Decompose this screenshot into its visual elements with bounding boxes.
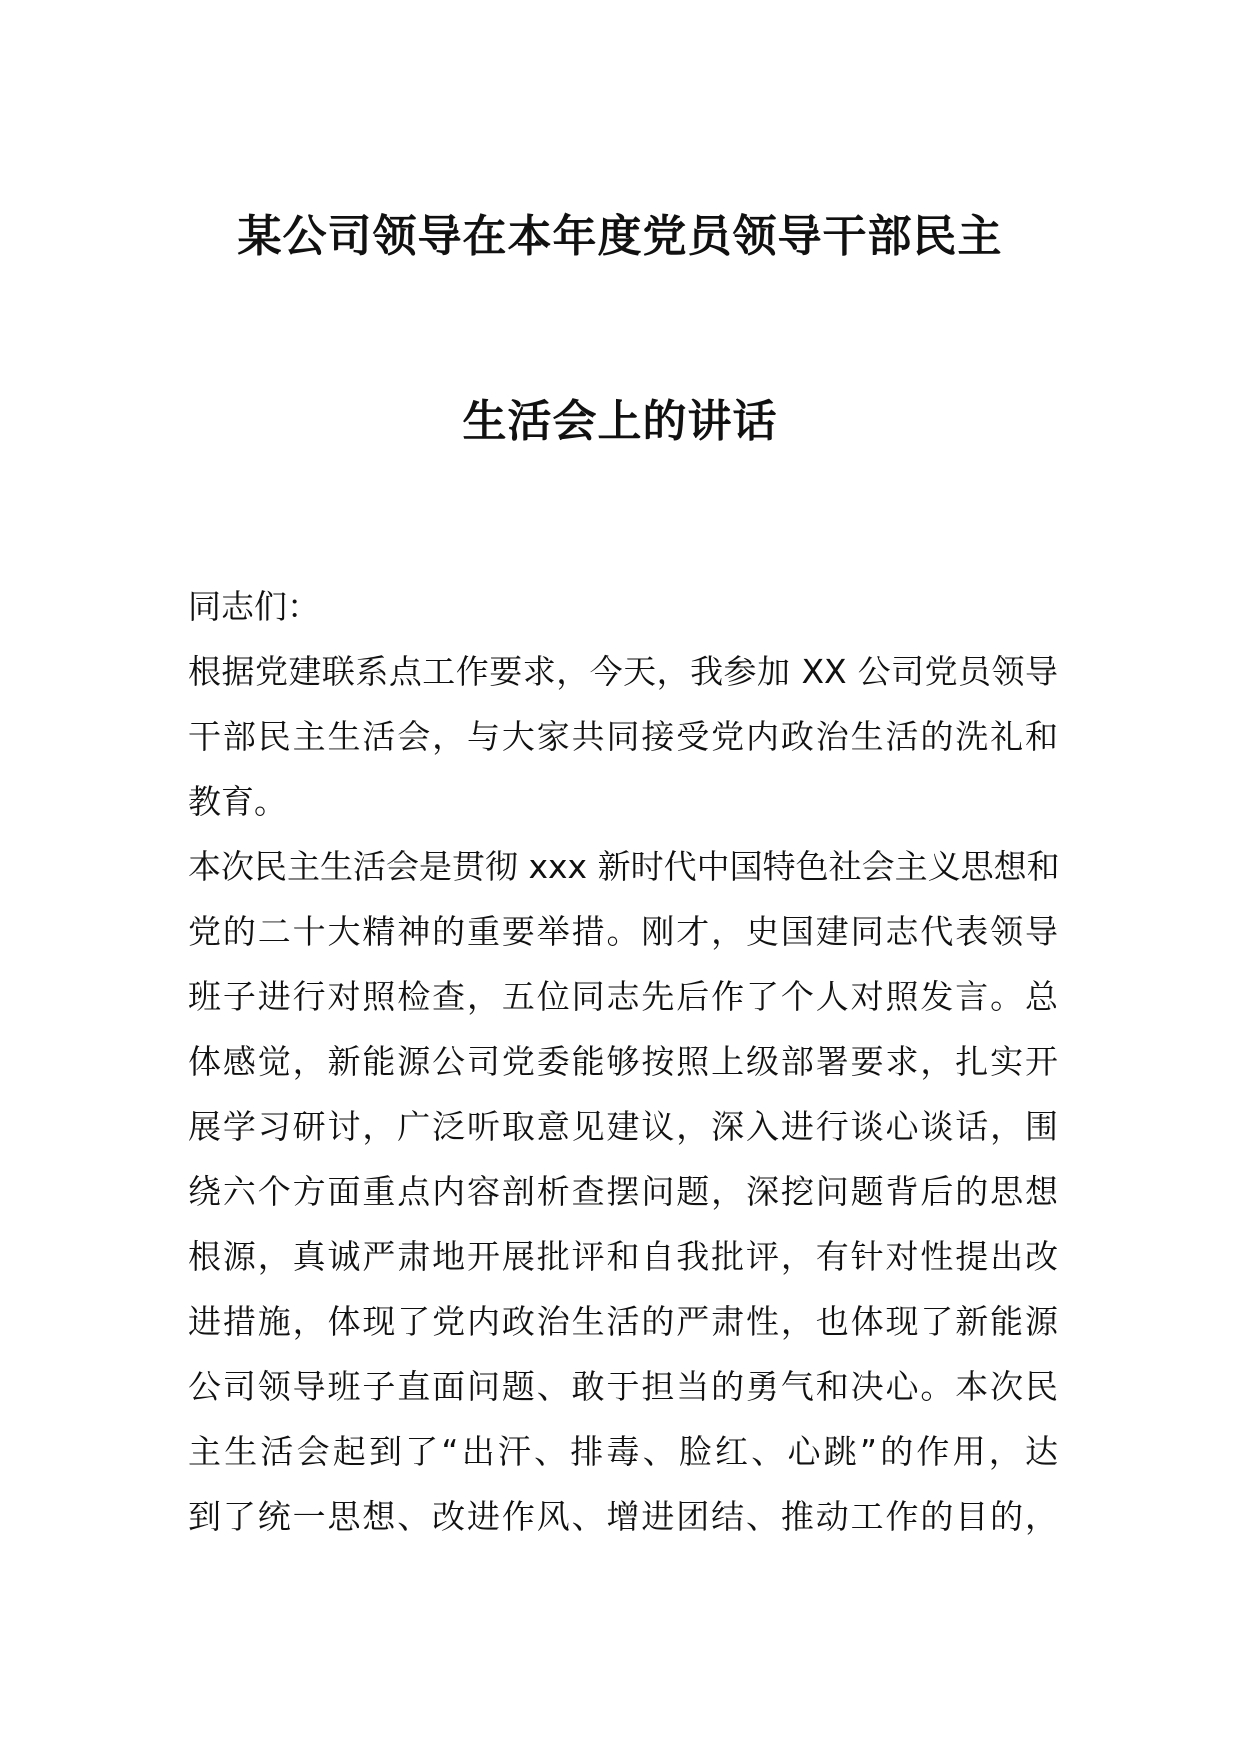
paragraph-1 [188, 639, 1058, 834]
paragraph-line: 根据党建联系点工作要求，今天，我参加 XX 公司党员领导 [188, 652, 1058, 691]
paragraph-line: 本次民主生活会是贯彻 xxx 新时代中国特色社会主义思想和 [188, 847, 1060, 886]
paragraph-line: 进措施，体现了党内政治生活的严肃性，也体现了新能源 [188, 1302, 1058, 1341]
paragraph-line: 干部民主生活会，与大家共同接受党内政治生活的洗礼和 [188, 717, 1058, 756]
paragraph-line: 党的二十大精神的重要举措。刚才，史国建同志代表领导 [188, 912, 1058, 951]
paragraph-2 [188, 834, 1058, 1549]
paragraph-line: 主生活会起到了“出汗、排毒、脸红、心跳”的作用，达 [188, 1432, 1058, 1471]
greeting-text: 同志们： [188, 587, 320, 626]
paragraph-line: 根源，真诚严肃地开展批评和自我批评，有针对性提出改 [188, 1237, 1058, 1276]
paragraph-line: 体感觉，新能源公司党委能够按照上级部署要求，扎实开 [188, 1042, 1058, 1081]
document-title-line-1: 某公司领导在本年度党员领导干部民主 [237, 211, 1003, 262]
paragraph-line: 教育。 [188, 782, 287, 821]
document-title-line-2: 生活会上的讲话 [462, 396, 778, 447]
paragraph-line: 展学习研讨，广泛听取意见建议，深入进行谈心谈话，围 [188, 1107, 1058, 1146]
paragraph-line: 到了统一思想、改进作风、增进团结、推动工作的目的， [188, 1497, 1058, 1536]
paragraph-line: 班子进行对照检查，五位同志先后作了个人对照发言。总 [188, 977, 1058, 1016]
paragraph-line: 绕六个方面重点内容剖析查摆问题，深挖问题背后的思想 [188, 1172, 1058, 1211]
paragraph-line: 公司领导班子直面问题、敢于担当的勇气和决心。本次民 [188, 1367, 1058, 1406]
greeting [188, 574, 1058, 639]
